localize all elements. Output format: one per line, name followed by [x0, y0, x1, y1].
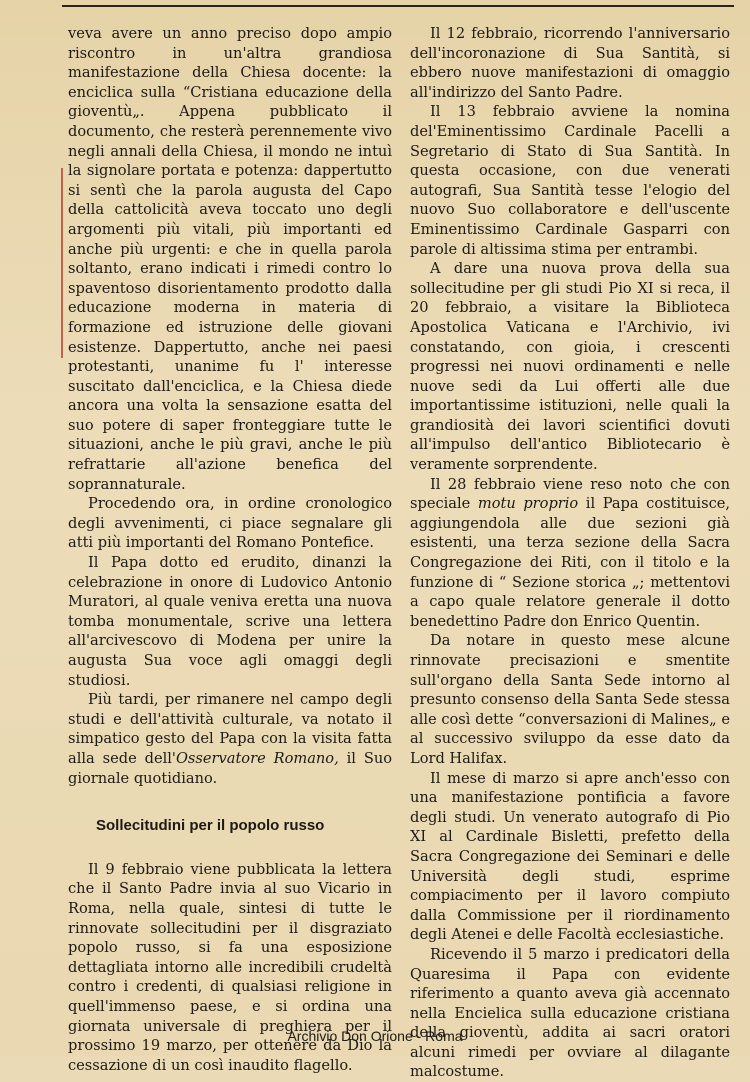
- left-paragraph-4: [68, 690, 392, 788]
- right-paragraph-6: Il mese di marzo si apre anch'esso con una manifestazione pontificia a favore degli studi. Un venerato autografo di Pio XI al Cardinale Bisletti, prefetto della Sacra Congregazione dei Seminari e delle Università degli studi, esprime compiacimento per il lavoro compiuto dalla Commissione per il riordinamento degli Atenei e delle Facoltà ecclesiastiche.: [410, 769, 730, 944]
- left-paragraph-1: veva avere un anno preciso dopo ampio riscontro in un'altra grandiosa manifestazione della Chiesa docente: la enciclica sulla “Cristiana educazione della gioventù„. Appena pubblicato il documento, che resterà perennemente vivo negli annali della Chiesa, il mondo ne intuì la signolare portata e potenza: dappertutto si sentì che la parola augusta del Capo della cattolicità aveva toccato uno degli argomenti più vitali, più importanti ed anche più urgenti: e che in quella parola soltanto, erano indicati i rimedi contro lo spaventoso disorientamento prodotto dalla educazione moderna in materia di formazione ed istruzione delle giovani esistenze. Dappertutto, anche nei paesi protestanti, unanime fu l' interesse suscitato dall'enciclica, e la Chiesa diede ancora una volta la sensazione esatta del suo potere di saper fronteggiare tutte le situazioni, anche le più gravi, anche le più refrattarie all'azione benefica del soprannaturale.: [68, 25, 392, 493]
- left-paragraph-5: Il 9 febbraio viene pubblicata la lettera che il Santo Padre invia al suo Vicario in Roma, nella quale, sintesi di tutte le rinnovate sollecitudini per il disgraziato popolo russo, si fa una esposizione dettagliata intorno alle incredibili crudeltà contro i credenti, di qualsiasi religione in quell'immenso paese, e si ordina una giornata universale di preghiera per il prossimo 19 marzo, per ottenere da Dio la cessazione di un così inaudito flagello.: [68, 860, 392, 1074]
- left-column: [68, 24, 392, 1075]
- right-paragraph-5: Da notare in questo mese alcune rinnovate precisazioni e smentite sull'organo della Santa Sede intorno al presunto consenso della Santa Sede stessa alle così dette “conversazioni di Malines„ e al successivo sviluppo da esse dato da Lord Halifax.: [410, 632, 730, 767]
- right-paragraph-1: Il 12 febbraio, ricorrendo l'anniversario dell'incoronazione di Sua Santità, si ebbero nuove manifestazioni di omaggio all'indirizzo del Santo Padre.: [410, 25, 730, 101]
- left-paragraph-4-end: il Suo giornale quotidiano.: [68, 749, 393, 787]
- right-paragraph-7: Ricevendo il 5 marzo i predicatori della Quaresima il Papa con evidente riferimento a quanto aveva già accennato nella Encielica sulla educazione cristiana della gioventù, addita ai sacri oratori alcuni rimedi per ovviare al dilagante malcostume.: [410, 945, 730, 1081]
- left-paragraph-2: Procedendo ora, in ordine cronologico degli avvenimenti, ci piace segnalare gli atti più importanti del Romano Pontefice.: [68, 495, 392, 552]
- right-paragraph-4-end: il Papa costituisce, aggiungendola alle due sezioni già esistenti, una terza sezione della Sacra Congregazione dei Riti, con il titolo e la funzione di “ Sezione storica „; mettentovi a capo quale relatore generale il dotto benedettino Padre don Enrico Quentin.: [410, 495, 731, 630]
- top-rule: [62, 5, 734, 7]
- right-paragraph-4: [410, 475, 730, 632]
- right-column: [410, 24, 730, 1082]
- right-paragraph-3: A dare una nuova prova della sua sollecitudine per gli studi Pio XI si reca, il 20 febbraio, a visitare la Biblioteca Apostolica Vaticana e l'Archivio, ivi constatando, con gioia, i crescenti progressi nei nuovi ordinamenti e nelle nuove sedi da Lui offerti alle due importantissime istituzioni, nelle quali la grandiosità dei lavori scientifici dovuti all'impulso dell'antico Bibliotecario è veramente sorprendente.: [410, 260, 730, 474]
- archive-footer: Archivio Don Orione - Roma: [287, 1028, 463, 1044]
- red-margin-mark: [61, 168, 63, 358]
- left-paragraph-4-text: Più tardi, per rimanere nel campo degli studi e dell'attività culturale, va notato il simpatico gesto del Papa con la visita fatta alla sede dell': [68, 691, 392, 767]
- right-paragraph-4-text: Il 28 febbraio viene reso noto che con speciale: [410, 475, 730, 513]
- right-paragraph-2: Il 13 febbraio avviene la nomina del'Eminentissimo Cardinale Pacelli a Segretario di Stato di Sua Santità. In questa occasione, con due venerati autografi, Sua Santità tesse l'elogio del nuovo Suo collaboratore e dell'uscente Eminentissimo Cardinale Gasparri con parole di altissima stima per entrambi.: [410, 103, 730, 258]
- section-heading: Sollecitudini per il popolo russo: [96, 817, 325, 835]
- motu-proprio-term: motu proprio: [477, 495, 579, 513]
- left-paragraph-3: Il Papa dotto ed erudito, dinanzi la celebrazione in onore di Ludovico Antonio Muratori, al quale veniva eretta una nuova tomba monumentale, scrive una lettera all'arcivescovo di Modena per unire la augusta Sua voce agli omaggi degli studiosi.: [68, 554, 392, 689]
- newspaper-title: Osservatore Romano,: [175, 749, 339, 767]
